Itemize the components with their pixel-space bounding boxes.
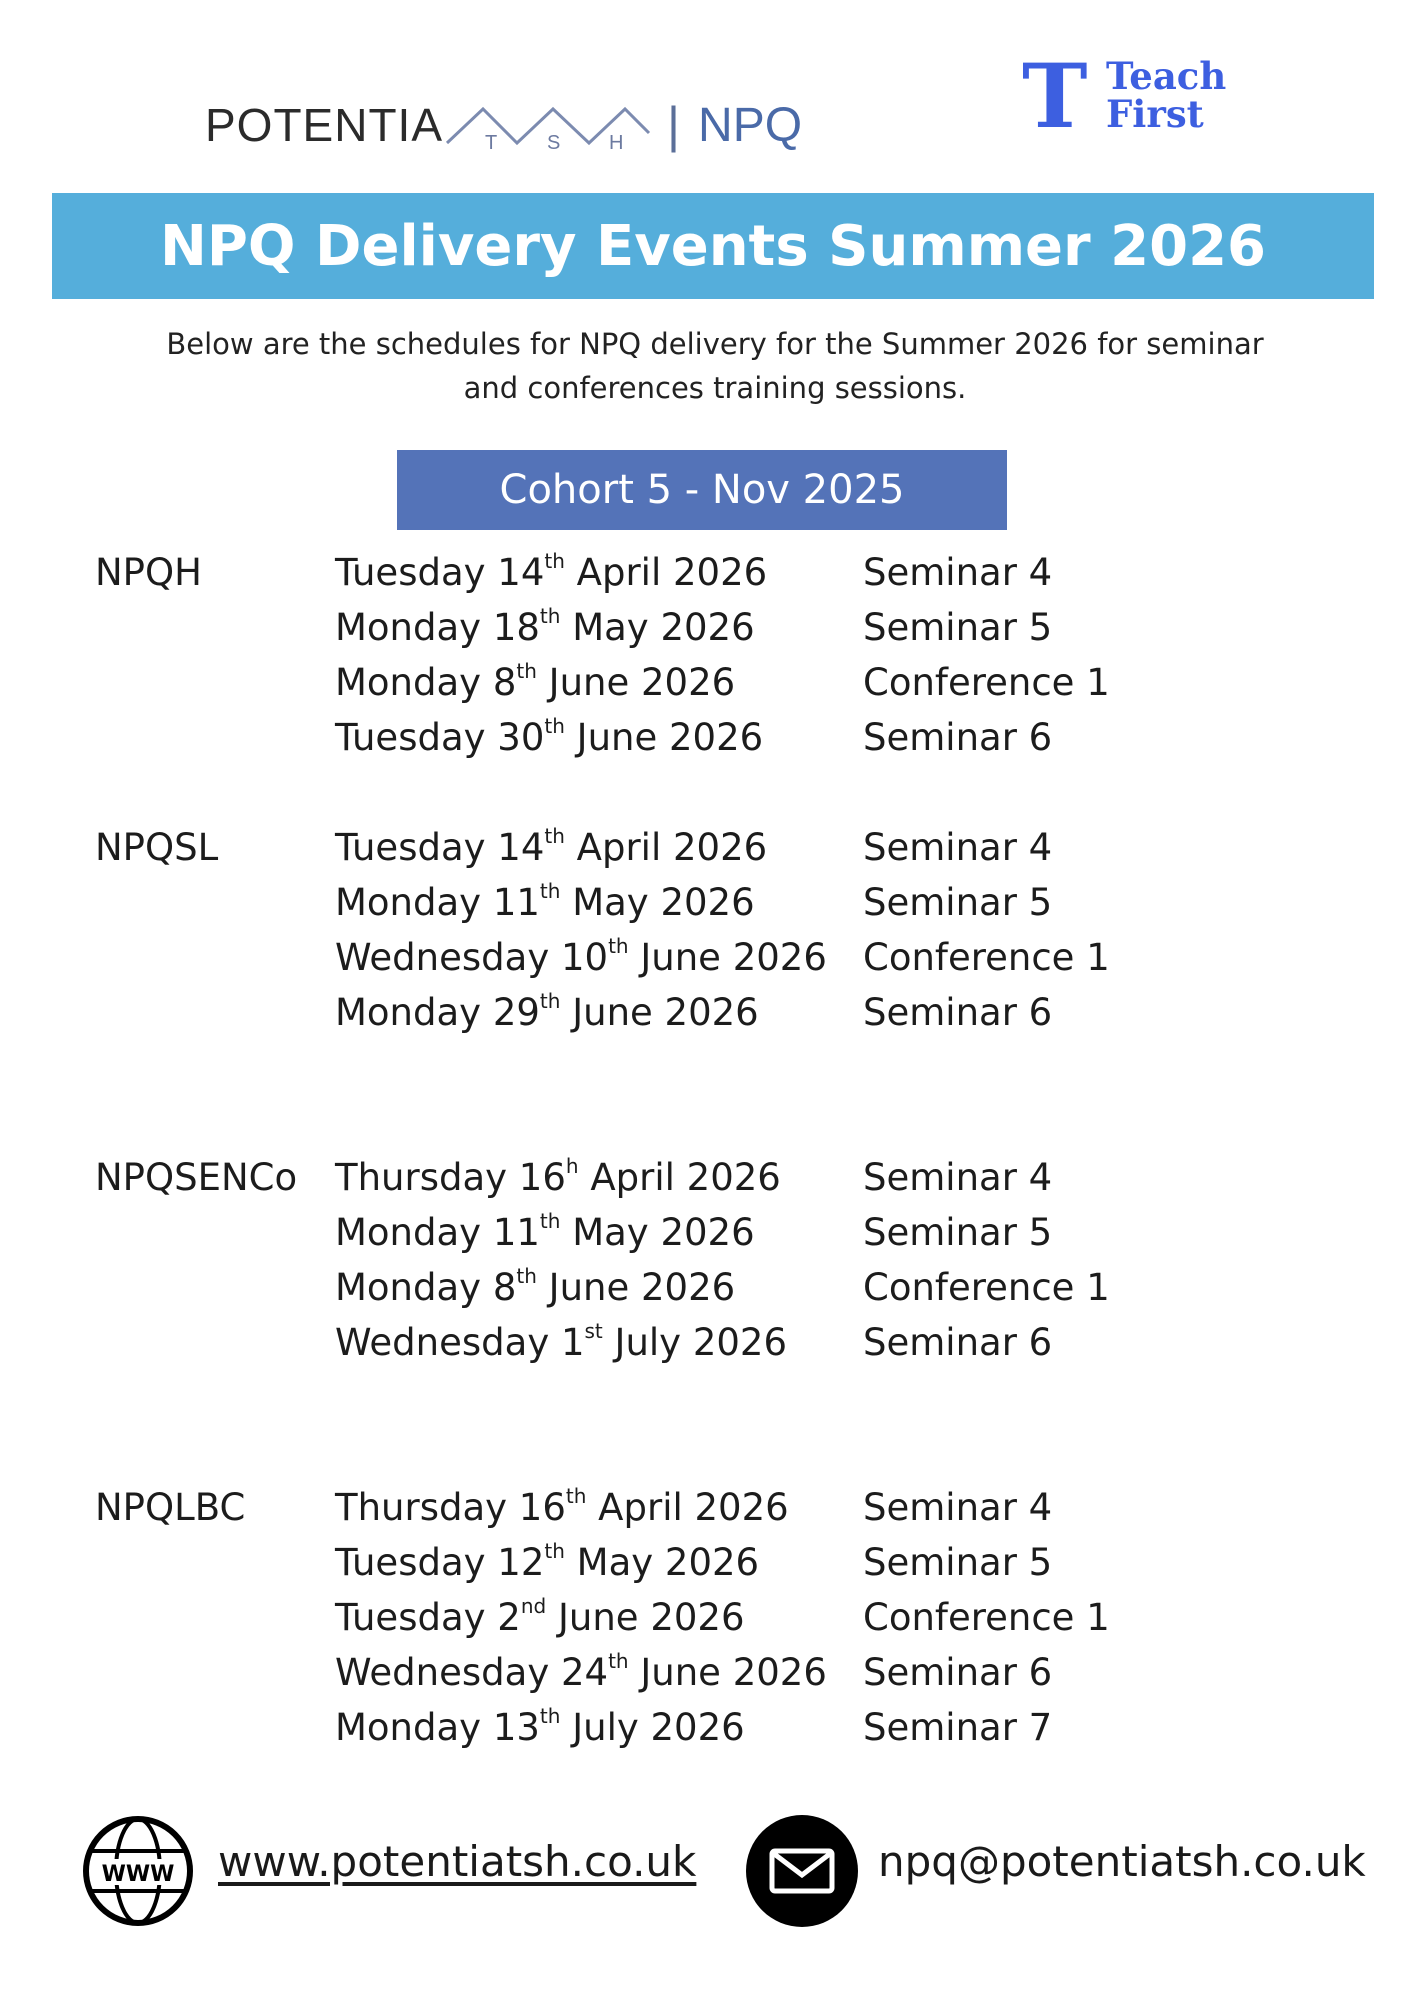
- schedule-row: [95, 820, 1295, 875]
- schedule-row: [95, 1645, 1295, 1700]
- session-type: Conference 1: [863, 661, 1110, 704]
- footer-contact: [82, 1815, 1382, 1930]
- session-type: Seminar 5: [863, 881, 1053, 924]
- cohort-banner: Cohort 5 - Nov 2025: [397, 450, 1007, 530]
- website-link[interactable]: www.potentiatsh.co.uk: [218, 1837, 697, 1886]
- session-type: Seminar 4: [863, 1156, 1053, 1199]
- schedule-npqsenco: [95, 1150, 1295, 1370]
- schedule-row: [95, 930, 1295, 985]
- email-address[interactable]: npq@potentiatsh.co.uk: [878, 1837, 1366, 1886]
- session-date: Wednesday 1st July 2026: [335, 1318, 788, 1364]
- schedule-row: [95, 1535, 1295, 1590]
- session-date: Wednesday 24th June 2026: [335, 1648, 827, 1694]
- teach-first-t-icon: [1020, 55, 1090, 135]
- tf-line-first: First: [1106, 92, 1204, 136]
- session-date: Tuesday 14th April 2026: [335, 548, 768, 594]
- session-date: Monday 13th July 2026: [335, 1703, 745, 1749]
- schedule-row: [95, 1315, 1295, 1370]
- email-icon: [746, 1815, 858, 1927]
- session-type: Seminar 4: [863, 1486, 1053, 1529]
- logo-potentia-word: POTENTIA: [205, 99, 444, 151]
- session-date: Tuesday 2nd June 2026: [335, 1593, 745, 1639]
- session-date: Monday 11th May 2026: [335, 1208, 755, 1254]
- intro-text: [80, 322, 1350, 410]
- globe-www-icon: [82, 1815, 194, 1927]
- intro-line-1: Below are the schedules for NPQ delivery for the Summer 2026 for seminar: [166, 327, 1264, 361]
- svg-text:WWW: WWW: [101, 1862, 175, 1887]
- session-date: Monday 8th June 2026: [335, 1263, 736, 1309]
- schedule-row: [95, 1590, 1295, 1645]
- schedule-npqsl: [95, 820, 1295, 1040]
- session-type: Seminar 4: [863, 826, 1053, 869]
- session-type: Conference 1: [863, 1596, 1110, 1639]
- schedule-row: [95, 875, 1295, 930]
- session-type: Conference 1: [863, 1266, 1110, 1309]
- roof-letter-t: T: [485, 132, 498, 154]
- session-type: Seminar 5: [863, 1211, 1053, 1254]
- session-type: Seminar 7: [863, 1706, 1053, 1749]
- session-date: Tuesday 12th May 2026: [335, 1538, 760, 1584]
- schedule-row: [95, 710, 1295, 765]
- programme-name: NPQSL: [95, 826, 219, 869]
- logo-npq: NPQ: [698, 98, 803, 152]
- schedule-row: [95, 545, 1295, 600]
- schedule-row: [95, 1700, 1295, 1755]
- schedule-npqh: [95, 545, 1295, 765]
- svg-text:T: T: [1022, 55, 1088, 135]
- session-type: Conference 1: [863, 936, 1110, 979]
- programme-name: NPQSENCo: [95, 1156, 298, 1199]
- session-type: Seminar 6: [863, 1321, 1053, 1364]
- schedule-row: [95, 1205, 1295, 1260]
- schedule-row: [95, 1260, 1295, 1315]
- potentia-npq-logo: [205, 95, 802, 155]
- session-date: Tuesday 30th June 2026: [335, 713, 764, 759]
- session-date: Monday 18th May 2026: [335, 603, 755, 649]
- schedule-row: [95, 1150, 1295, 1205]
- logo-separator: |: [667, 97, 681, 153]
- roof-letter-h: H: [609, 132, 624, 154]
- session-date: Monday 29th June 2026: [335, 988, 759, 1034]
- session-date: Thursday 16th April 2026: [335, 1483, 789, 1529]
- programme-name: NPQLBC: [95, 1486, 246, 1529]
- schedule-row: [95, 655, 1295, 710]
- schedule-row: [95, 985, 1295, 1040]
- session-type: Seminar 6: [863, 716, 1053, 759]
- page-title: NPQ Delivery Events Summer 2026: [52, 193, 1374, 299]
- teach-first-logo: [1020, 55, 1226, 135]
- session-date: Monday 11th May 2026: [335, 878, 755, 924]
- schedule-row: [95, 1480, 1295, 1535]
- session-type: Seminar 6: [863, 991, 1053, 1034]
- roof-letter-s: S: [547, 132, 561, 154]
- schedule-npqlbc: [95, 1480, 1295, 1755]
- session-date: Wednesday 10th June 2026: [335, 933, 827, 979]
- session-date: Thursday 16$^h$ April 2026: [335, 1153, 781, 1199]
- session-type: Seminar 5: [863, 1541, 1053, 1584]
- session-date: Monday 8th June 2026: [335, 658, 736, 704]
- session-type: Seminar 6: [863, 1651, 1053, 1694]
- tf-line-teach: Teach: [1106, 54, 1227, 98]
- session-type: Seminar 4: [863, 551, 1053, 594]
- intro-line-2: and conferences training sessions.: [463, 371, 967, 405]
- session-type: Seminar 5: [863, 606, 1053, 649]
- roof-logo-icon: [443, 95, 653, 155]
- schedule-row: [95, 600, 1295, 655]
- programme-name: NPQH: [95, 551, 202, 594]
- session-date: Tuesday 14th April 2026: [335, 823, 768, 869]
